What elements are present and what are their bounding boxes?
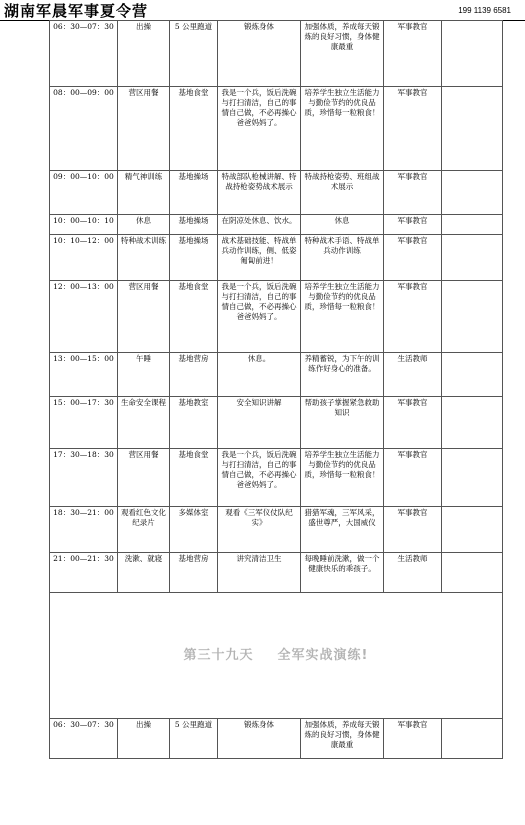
activity-cell: 洗漱、就寝	[118, 553, 170, 593]
schedule-row	[50, 21, 503, 87]
notes-cell	[442, 235, 503, 281]
activity-cell: 观看红色文化纪录片	[118, 507, 170, 553]
time-cell: 08：00—09：00	[50, 87, 118, 171]
time-cell: 15：00—17：30	[50, 397, 118, 449]
notes-cell	[442, 21, 503, 87]
location-cell: 基地操场	[170, 235, 218, 281]
content-cell: 锻炼身体	[218, 21, 301, 87]
schedule-row	[50, 449, 503, 507]
goal-cell: 特种战术手语、特战单兵动作训练	[301, 235, 384, 281]
notes-cell	[442, 449, 503, 507]
location-cell: 基地操场	[170, 171, 218, 215]
location-cell: 多媒体室	[170, 507, 218, 553]
location-cell: 基地教室	[170, 397, 218, 449]
goal-cell: 培养学生独立生活能力与勤俭节约的优良品质，珍惜每一粒粮食！	[301, 449, 384, 507]
time-cell: 06：30—07：30	[50, 21, 118, 87]
goal-cell: 特战持枪姿势、班组战术展示	[301, 171, 384, 215]
activity-cell: 出操	[118, 21, 170, 87]
activity-cell: 营区用餐	[118, 87, 170, 171]
location-cell: 5 公里跑道	[170, 21, 218, 87]
day-banner-row	[50, 593, 503, 719]
location-cell: 基地食堂	[170, 281, 218, 353]
time-cell: 13：00—15：00	[50, 353, 118, 397]
activity-cell: 营区用餐	[118, 449, 170, 507]
notes-cell	[442, 171, 503, 215]
banner-day: 第三十九天	[183, 647, 254, 663]
activity-cell: 生命安全课程	[118, 397, 170, 449]
notes-cell	[442, 507, 503, 553]
instructor-cell: 军事教官	[384, 507, 442, 553]
time-cell: 18：30—21：00	[50, 507, 118, 553]
goal-cell: 养精蓄锐，为下午的训练作好身心的准备。	[301, 353, 384, 397]
content-cell: 锻炼身体	[218, 719, 301, 759]
time-cell: 21：00—21：30	[50, 553, 118, 593]
time-cell: 17：30—18：30	[50, 449, 118, 507]
notes-cell	[442, 215, 503, 235]
content-cell: 在阴凉处休息、饮水。	[218, 215, 301, 235]
schedule-row	[50, 215, 503, 235]
notes-cell	[442, 353, 503, 397]
phone-number: 199 1139 6581	[458, 6, 511, 15]
instructor-cell: 军事教官	[384, 719, 442, 759]
content-cell: 讲究清洁卫生	[218, 553, 301, 593]
page-title: 湖南军晨军事夏令营	[4, 2, 149, 20]
schedule-row	[50, 353, 503, 397]
goal-cell: 加强体质，养成每天锻炼的良好习惯，身体健康最重	[301, 719, 384, 759]
goal-cell: 猎猎军魂，三军风采，盛世尊严，大国威仪	[301, 507, 384, 553]
activity-cell: 营区用餐	[118, 281, 170, 353]
content-cell: 战术基础技能、特战单兵动作训练，侧、低姿匍匐前进！	[218, 235, 301, 281]
notes-cell	[442, 87, 503, 171]
day-banner	[50, 593, 503, 719]
notes-cell	[442, 397, 503, 449]
time-cell: 09：00—10：00	[50, 171, 118, 215]
schedule-row	[50, 507, 503, 553]
time-cell: 10：10—12：00	[50, 235, 118, 281]
notes-cell	[442, 719, 503, 759]
goal-cell: 加强体质，养成每天锻炼的良好习惯，身体健康最重	[301, 21, 384, 87]
activity-cell: 特种战术训练	[118, 235, 170, 281]
schedule-row	[50, 553, 503, 593]
instructor-cell: 生活教师	[384, 353, 442, 397]
schedule-row	[50, 397, 503, 449]
goal-cell: 培养学生独立生活能力与勤俭节约的优良品质，珍惜每一粒粮食！	[301, 281, 384, 353]
content-cell: 安全知识讲解	[218, 397, 301, 449]
activity-cell: 出操	[118, 719, 170, 759]
content-cell: 观看《三军仪仗队纪实》	[218, 507, 301, 553]
content-cell: 特战部队枪械讲解、特战持枪姿势战术展示	[218, 171, 301, 215]
location-cell: 基地营房	[170, 553, 218, 593]
goal-cell: 帮助孩子掌握紧急救助知识	[301, 397, 384, 449]
schedule-table	[49, 20, 503, 759]
instructor-cell: 生活教师	[384, 553, 442, 593]
instructor-cell: 军事教官	[384, 281, 442, 353]
notes-cell	[442, 281, 503, 353]
schedule-row	[50, 281, 503, 353]
page-header	[0, 0, 525, 21]
instructor-cell: 军事教官	[384, 87, 442, 171]
instructor-cell: 军事教官	[384, 449, 442, 507]
goal-cell: 每晚睡前洗漱，做一个健康快乐的乖孩子。	[301, 553, 384, 593]
location-cell: 基地操场	[170, 215, 218, 235]
activity-cell: 休息	[118, 215, 170, 235]
instructor-cell: 军事教官	[384, 215, 442, 235]
schedule-row	[50, 87, 503, 171]
time-cell: 06：30—07：30	[50, 719, 118, 759]
location-cell: 5 公里跑道	[170, 719, 218, 759]
goal-cell: 休息	[301, 215, 384, 235]
schedule-row	[50, 171, 503, 215]
notes-cell	[442, 553, 503, 593]
time-cell: 10：00—10：10	[50, 215, 118, 235]
content-cell: 我是一个兵，饭后洗碗与打扫清洁，自己的事情自己做，不必再操心爸爸妈妈了。	[218, 281, 301, 353]
instructor-cell: 军事教官	[384, 21, 442, 87]
location-cell: 基地食堂	[170, 449, 218, 507]
goal-cell: 培养学生独立生活能力与勤俭节约的优良品质，珍惜每一粒粮食！	[301, 87, 384, 171]
content-cell: 休息。	[218, 353, 301, 397]
content-cell: 我是一个兵，饭后洗碗与打扫清洁，自己的事情自己做，不必再操心爸爸妈妈了。	[218, 449, 301, 507]
banner-theme: 全军实战演练!	[277, 647, 369, 663]
time-cell: 12：00—13：00	[50, 281, 118, 353]
location-cell: 基地营房	[170, 353, 218, 397]
activity-cell: 午睡	[118, 353, 170, 397]
content-cell: 我是一个兵，饭后洗碗与打扫清洁，自己的事情自己做，不必再操心爸爸妈妈了。	[218, 87, 301, 171]
instructor-cell: 军事教官	[384, 235, 442, 281]
activity-cell: 精气神训练	[118, 171, 170, 215]
instructor-cell: 军事教官	[384, 171, 442, 215]
schedule-row-next-day	[50, 719, 503, 759]
instructor-cell: 军事教官	[384, 397, 442, 449]
schedule-row	[50, 235, 503, 281]
location-cell: 基地食堂	[170, 87, 218, 171]
